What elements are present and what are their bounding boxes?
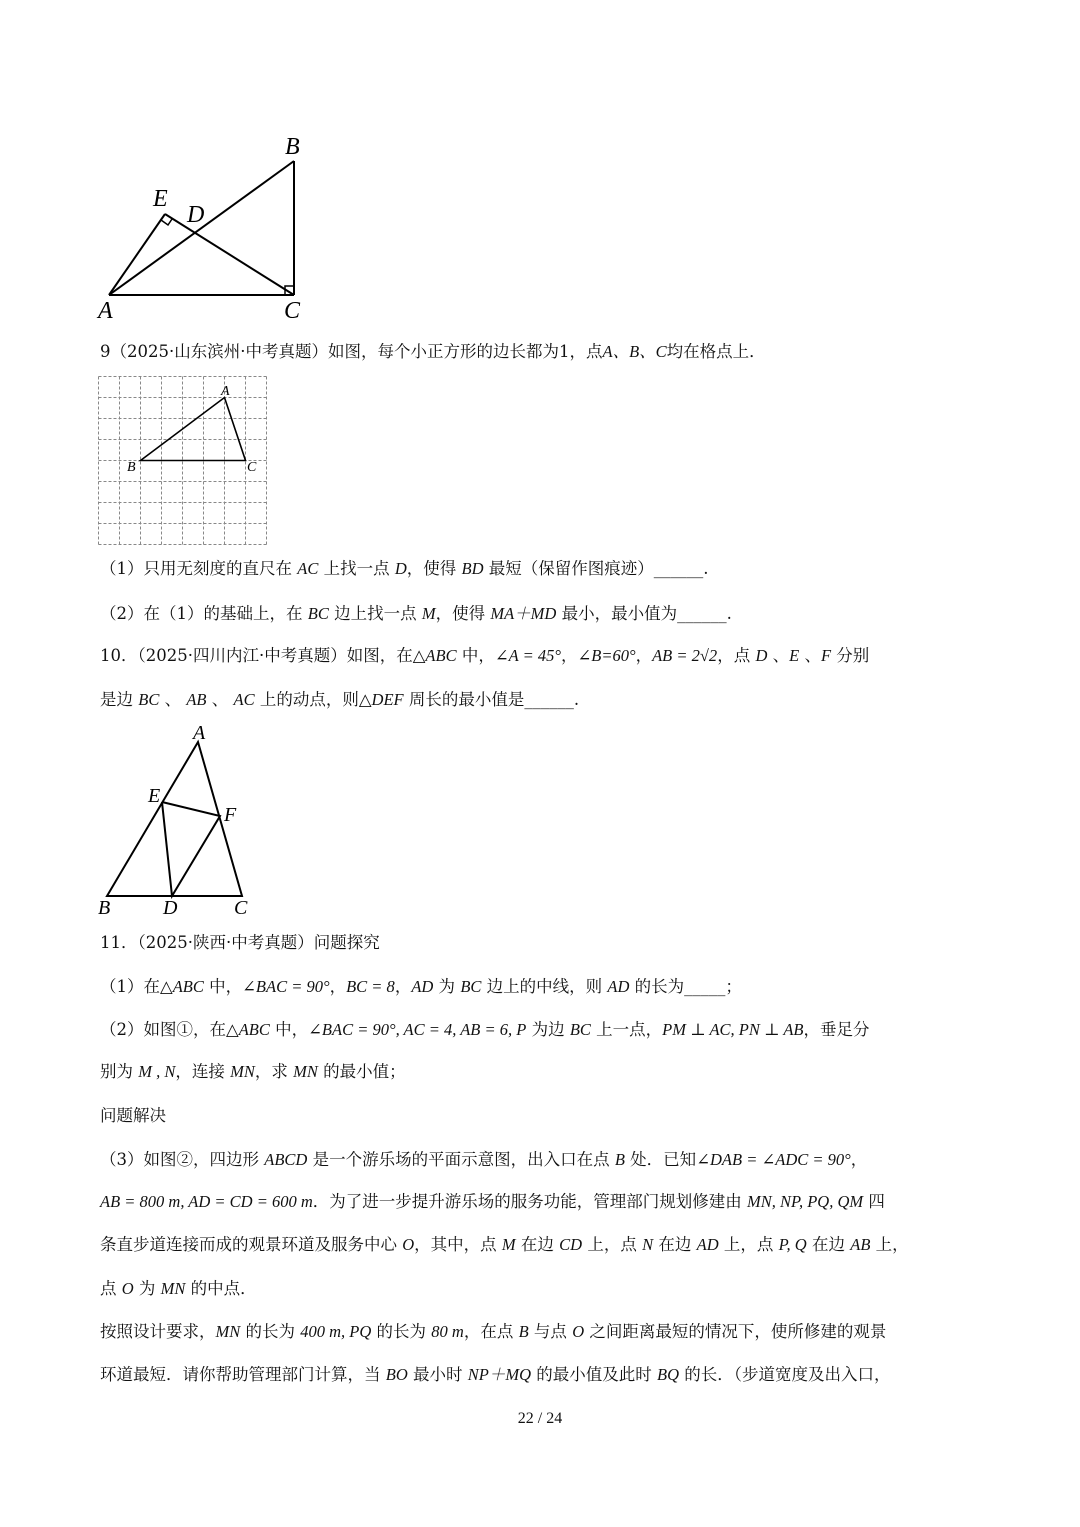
q10-label-D: D [163, 897, 178, 919]
q11-p2b-m3: MN [230, 1062, 255, 1081]
q10-l1-m7: AB = 2√2 [652, 646, 718, 665]
q9-header [100, 341, 766, 363]
q9-p1-m1: AC [297, 559, 319, 578]
q9-part2 [100, 603, 732, 625]
q11-p3c-m3: M [501, 1235, 516, 1254]
q10-l1-t10: 、 [767, 646, 790, 665]
q10-l2-m5: AC [233, 690, 255, 709]
q11-p3a-t2: 是一个游乐场的平面示意图，出入口在点 [307, 1150, 615, 1169]
q11-p3a-t0: （3）如图②，四边形 [100, 1150, 265, 1169]
q11-part4a [100, 1321, 886, 1343]
q11-p3d-m3: MN [160, 1279, 186, 1298]
q9-p1-m3: D [394, 559, 407, 578]
q11-p2a-m1: △ABC [226, 1020, 270, 1039]
q9-label-A: A [221, 384, 230, 399]
page-number: 22 / 24 [517, 1410, 563, 1427]
q11-p1-m3: ∠BAC = 90° [242, 977, 330, 996]
q9-p1-t0: （1）只用无刻度的直尺在 [100, 559, 298, 578]
q10-l1-t2: 中， [456, 646, 495, 665]
q11-p2b-t0: 别为 [100, 1062, 139, 1081]
q11-p4a-t10: 之间距离最短的情况下，使所修建的观景 [584, 1322, 887, 1341]
q11-p3b-m2: MN, NP, PQ, QM [747, 1192, 864, 1211]
q11-p4b-t0: 环道最短．请你帮助管理部门计算，当 [100, 1365, 386, 1384]
q10-l1-t14: 分别 [831, 646, 870, 665]
q11-part2b [100, 1061, 406, 1083]
q11-header [100, 932, 380, 954]
q10-l1-m11: E [789, 646, 800, 665]
q11-p4a-m3: 400 m, PQ [300, 1322, 372, 1341]
q10-l2-m7: △DEF [358, 690, 404, 709]
q11-p1-t4: ， [329, 977, 347, 996]
q11-p3c-t8: 在边 [653, 1235, 697, 1254]
q9-p1-t2: 上找一点 [318, 559, 395, 578]
q11-p1-t12: 的长为_____； [629, 977, 742, 996]
q11-p3a-m5: ∠DAB = ∠ADC = 90° [696, 1150, 851, 1169]
q10-label-F: F [224, 804, 237, 826]
q11-p1-t10: 边上的中线，则 [481, 977, 608, 996]
q11-p2a-t8: ，垂足分 [803, 1020, 870, 1039]
label-D: D [187, 202, 205, 228]
q11-p4a-m7: B [518, 1322, 529, 1341]
q11-p4a-m5: 80 m [431, 1322, 464, 1341]
q11-p1-t0: （1）在 [100, 977, 160, 996]
q11-p2a-t2: 中， [269, 1020, 309, 1039]
q11-part2a [100, 1019, 870, 1041]
q11-section-text: 问题解决 [100, 1106, 166, 1125]
q11-p2a-t0: （2）如图①，在 [100, 1020, 226, 1039]
q10-l1-t12: 、 [799, 646, 821, 665]
q10-label-A: A [193, 722, 206, 744]
q11-p3c-m5: CD [559, 1235, 583, 1254]
q11-p2a-m7: PM ⊥ AC, PN ⊥ AB [662, 1020, 804, 1039]
q9-p2-m5: MA＋MD [490, 604, 557, 623]
q10-l1-t8: ，点 [717, 646, 756, 665]
q11-p4a-t2: 的长为 [240, 1322, 301, 1341]
q11-p1-t6: ， [394, 977, 412, 996]
q11-p4b-m1: BO [385, 1365, 408, 1384]
q10-l1-t4: ， [560, 646, 578, 665]
q11-p3d-m1: O [121, 1279, 134, 1298]
q11-p4a-m1: MN [215, 1322, 241, 1341]
q11-part4b [100, 1364, 891, 1386]
q11-p3b-t1: ．为了进一步提升游乐场的服务功能，管理部门规划修建由 [312, 1192, 748, 1211]
q11-p3d-t2: 为 [133, 1279, 161, 1298]
q11-p3c-t2: ，其中，点 [414, 1235, 502, 1254]
q9-p1-t4: ，使得 [406, 559, 462, 578]
q11-p3c-t12: 在边 [806, 1235, 851, 1254]
q10-triangle-figure [95, 720, 265, 920]
q11-p4b-m5: BQ [657, 1365, 679, 1384]
q9-p1-t6: 最短（保留作图痕迹）______. [483, 559, 709, 578]
q11-p2b-t6: 的最小值； [317, 1062, 406, 1081]
q10-l2-t4: 、 [206, 690, 234, 709]
q9-p2-t6: 最小，最小值为______. [556, 604, 732, 623]
q11-p3c-m13: AB [850, 1235, 871, 1254]
q9-p1-m5: BD [461, 559, 484, 578]
q11-p4b-t2: 最小时 [407, 1365, 468, 1384]
q11-p2a-t6: 上一点， [590, 1020, 663, 1039]
q11-part3d [100, 1278, 257, 1300]
q11-p3c-m11: P, Q [778, 1235, 807, 1254]
q11-p1-m5: BC = 8 [346, 977, 395, 996]
q11-p1-m1: △ABC [160, 977, 204, 996]
q11-part3a [100, 1149, 867, 1171]
q9-part1 [100, 558, 709, 580]
q10-line2 [100, 689, 579, 711]
q10-l2-t2: 、 [159, 690, 187, 709]
q11-p3a-t6: ， [850, 1150, 868, 1169]
q10-l2-m1: BC [138, 690, 160, 709]
q10-l1-m1: △ABC [412, 646, 457, 665]
q10-l1-t0: 10．（2025·四川内江·中考真题）如图，在 [100, 646, 413, 665]
q11-p3c-t4: 在边 [515, 1235, 560, 1254]
label-C: C [284, 298, 301, 324]
q11-p3a-m1: ABCD [264, 1150, 308, 1169]
q11-p3c-m9: AD [696, 1235, 719, 1254]
q11-p4a-m9: O [572, 1322, 585, 1341]
q11-p1-m9: BC [460, 977, 482, 996]
q11-p2b-m1: M , N [138, 1062, 176, 1081]
q10-l2-t8: 周长的最小值是______. [403, 690, 580, 709]
q10-label-C: C [234, 897, 248, 919]
q10-l1-m5: ∠B=60° [577, 646, 636, 665]
q10-l2-m3: AB [186, 690, 207, 709]
q10-l2-t6: 上的动点，则 [254, 690, 359, 709]
q11-p1-m11: AD [607, 977, 630, 996]
q9-label-B: B [127, 460, 136, 475]
q10-l1-t6: ， [635, 646, 653, 665]
q11-p3a-t4: 处．已知 [624, 1150, 697, 1169]
q11-header-text: 11．（2025·陕西·中考真题）问题探究 [100, 933, 380, 952]
q10-l1-m13: F [820, 646, 832, 665]
q11-p2a-m5: BC [569, 1020, 591, 1039]
q11-p4b-m3: NP＋MQ [467, 1365, 531, 1384]
q9-header-text: 9（2025·山东滨州·中考真题）如图，每个小正方形的边长都为1，点 [100, 342, 603, 361]
q11-p3b-t3: 四 [863, 1192, 885, 1211]
q11-p3c-m7: N [642, 1235, 654, 1254]
figure-triangle-abc-e [95, 130, 325, 330]
label-E: E [153, 186, 168, 212]
q11-p3c-t6: 上，点 [582, 1235, 643, 1254]
q11-p4a-t8: 与点 [528, 1322, 573, 1341]
q11-p4a-t0: 按照设计要求， [100, 1322, 216, 1341]
label-A: A [98, 298, 113, 324]
q11-p4b-t6: 的长．（步道宽度及出入口， [679, 1365, 891, 1384]
q11-p1-m7: AD [411, 977, 434, 996]
q10-l1-m9: D [755, 646, 768, 665]
q9-p2-t4: ，使得 [435, 604, 491, 623]
q11-p3c-t10: 上，点 [718, 1235, 779, 1254]
q10-line1 [100, 645, 869, 667]
q11-p2a-t4: 为边 [526, 1020, 570, 1039]
q11-p4b-t4: 的最小值及此时 [531, 1365, 657, 1384]
q11-p2b-t4: ，求 [254, 1062, 294, 1081]
q11-p2b-t2: ，连接 [175, 1062, 231, 1081]
q9-p2-m1: BC [307, 604, 329, 623]
q11-part3b [100, 1191, 885, 1213]
q11-section-title [100, 1105, 166, 1127]
q9-header-tail: 均在格点上． [666, 342, 766, 361]
q10-l1-m3: ∠A = 45° [494, 646, 561, 665]
q10-l2-t0: 是边 [100, 690, 139, 709]
q11-p1-t8: 为 [433, 977, 461, 996]
q9-header-vars: A、B、C [602, 342, 667, 361]
q9-p2-t2: 边上找一点 [328, 604, 422, 623]
q11-p1-t2: 中， [203, 977, 243, 996]
q11-p2b-m5: MN [293, 1062, 318, 1081]
q11-part3c [100, 1234, 909, 1256]
q11-p3c-t14: 上， [870, 1235, 909, 1254]
q9-label-C: C [247, 460, 257, 475]
q10-label-B: B [98, 897, 111, 919]
label-B: B [285, 134, 300, 160]
q11-p4a-t6: ，在点 [463, 1322, 519, 1341]
q9-p2-m3: M [421, 604, 436, 623]
q11-part1 [100, 976, 742, 998]
q11-p4a-t4: 的长为 [371, 1322, 432, 1341]
q11-p2a-m3: ∠BAC = 90°, AC = 4, AB = 6, P [308, 1020, 527, 1039]
q11-p3b-m0: AB = 800 m, AD = CD = 600 m [100, 1192, 313, 1211]
q10-label-E: E [148, 785, 161, 807]
q11-p3a-m3: B [614, 1150, 625, 1169]
q11-p3c-t0: 条直步道连接而成的观景环道及服务中心 [100, 1235, 403, 1254]
q11-p3c-m1: O [402, 1235, 415, 1254]
q11-p3d-t0: 点 [100, 1279, 122, 1298]
q9-grid-figure [98, 376, 270, 546]
q11-p3d-t4: 的中点． [185, 1279, 257, 1298]
q9-p2-t0: （2）在（1）的基础上，在 [100, 604, 308, 623]
